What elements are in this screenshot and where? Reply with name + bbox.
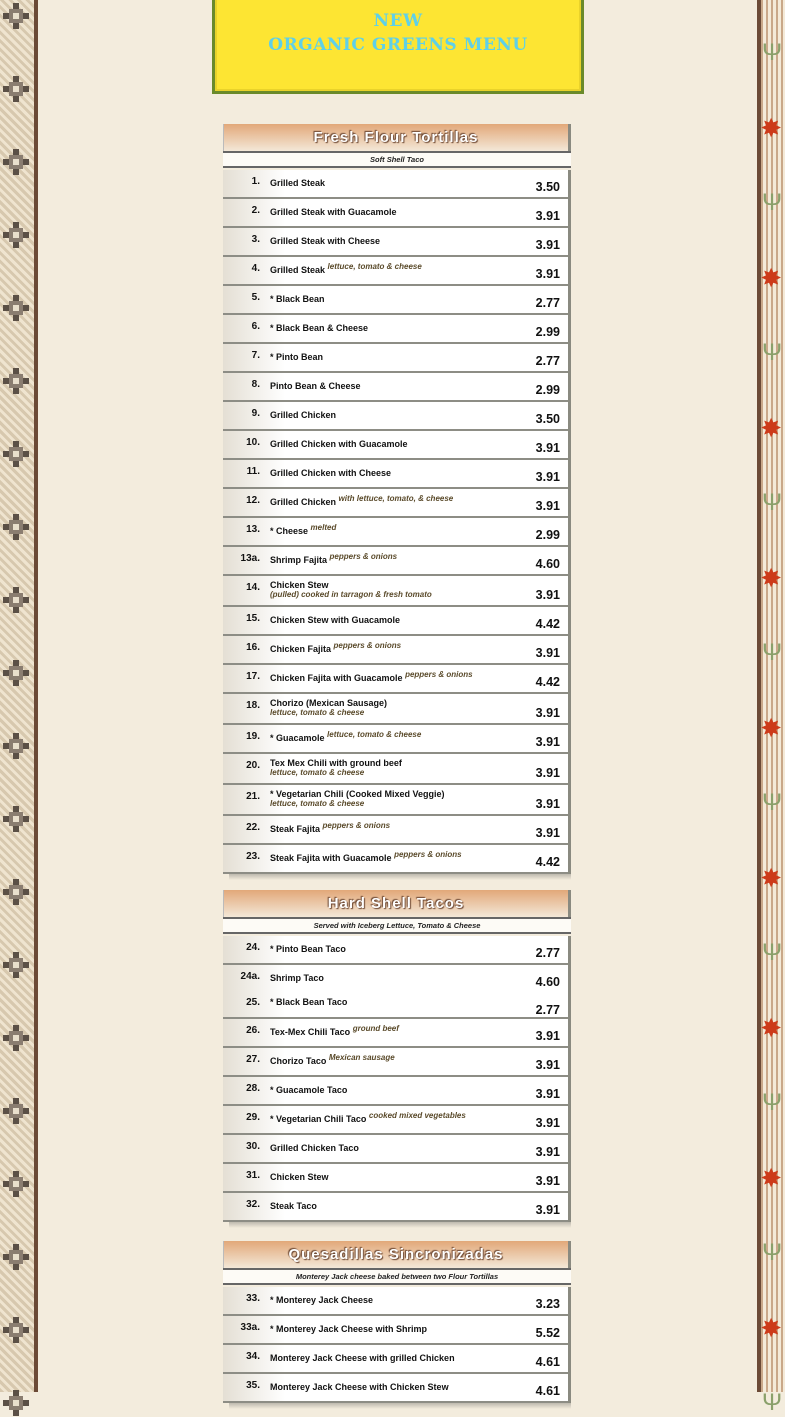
item-name <box>270 580 530 599</box>
menu-item-row[interactable] <box>223 694 568 725</box>
item-name <box>270 1111 530 1124</box>
menu-item-row[interactable] <box>223 754 568 785</box>
star-ornament-icon: ✸ <box>760 1163 782 1193</box>
aztec-ornament-icon <box>2 148 30 176</box>
item-name-text: Chicken Fajita <box>270 644 332 654</box>
menu-item-row[interactable] <box>223 1077 568 1106</box>
item-name <box>270 821 530 834</box>
item-name-text: Tex-Mex Chili Taco <box>270 1027 351 1037</box>
item-name-text: * Guacamole Taco <box>270 1085 348 1095</box>
item-note: melted <box>310 523 337 532</box>
item-number: 27. <box>246 1054 260 1065</box>
item-note: lettuce, tomato & cheese <box>270 768 365 777</box>
menu-item-row[interactable] <box>223 373 568 402</box>
cactus-ornament-icon: Ψ <box>761 489 782 516</box>
cactus-ornament-icon: Ψ <box>761 1089 782 1116</box>
menu-item-row[interactable] <box>223 518 568 547</box>
aztec-ornament-icon <box>2 659 30 687</box>
star-ornament-icon: ✸ <box>760 113 782 143</box>
item-name <box>270 758 530 777</box>
item-number: 19. <box>246 731 260 742</box>
menu-item-row[interactable] <box>223 286 568 315</box>
item-name-text: Monterey Jack Cheese with grilled Chicken <box>270 1353 455 1363</box>
item-number: 1. <box>251 176 260 187</box>
item-name <box>270 1382 530 1392</box>
item-number: 28. <box>246 1083 260 1094</box>
item-price: 2.77 <box>535 946 560 960</box>
menu-item-row[interactable] <box>223 816 568 845</box>
item-name-text: Shrimp Taco <box>270 973 324 983</box>
item-number: 2. <box>251 205 260 216</box>
item-name-text: * Pinto Bean <box>270 352 324 362</box>
item-number: 22. <box>246 822 260 833</box>
item-name <box>270 410 530 420</box>
cactus-ornament-icon: Ψ <box>761 939 782 966</box>
item-name <box>270 294 530 304</box>
item-price: 4.61 <box>535 1384 560 1398</box>
item-name <box>270 178 530 188</box>
aztec-ornament-icon <box>2 221 30 249</box>
item-price: 4.61 <box>535 1355 560 1369</box>
section-title: Fresh Flour Tortillas <box>223 124 571 151</box>
aztec-ornament-icon <box>2 1389 30 1417</box>
section-title: Hard Shell Tacos <box>223 890 571 917</box>
item-price: 2.77 <box>535 354 560 368</box>
item-price: 3.91 <box>535 1058 560 1072</box>
menu-item-list <box>223 1287 571 1403</box>
item-price: 3.91 <box>535 499 560 513</box>
item-name <box>270 552 530 565</box>
aztec-ornament-icon <box>2 1316 30 1344</box>
menu-item-list <box>223 170 571 874</box>
item-number: 6. <box>251 321 260 332</box>
item-name <box>270 670 530 683</box>
item-name <box>270 323 530 333</box>
item-price: 4.42 <box>535 855 560 869</box>
item-name-text: Steak Taco <box>270 1201 317 1211</box>
item-name <box>270 439 530 449</box>
menu-item-row[interactable] <box>223 402 568 431</box>
aztec-ornament-icon <box>2 732 30 760</box>
menu-item-row[interactable] <box>223 1106 568 1135</box>
item-number: 32. <box>246 1199 260 1210</box>
aztec-ornament-icon <box>2 367 30 395</box>
cactus-ornament-icon: Ψ <box>761 39 782 66</box>
item-name-text: * Monterey Jack Cheese with Shrimp <box>270 1324 428 1334</box>
cactus-ornament-icon: Ψ <box>761 189 782 216</box>
item-name-text: Monterey Jack Cheese with Chicken Stew <box>270 1382 449 1392</box>
menu-item-row[interactable] <box>223 547 568 576</box>
item-name-text: Grilled Steak <box>270 178 326 188</box>
menu-item-row[interactable] <box>223 1287 568 1316</box>
menu-item-row[interactable] <box>223 1374 568 1403</box>
item-name-text: Tex Mex Chili with ground beef <box>270 758 402 768</box>
menu-item-row[interactable] <box>223 845 568 874</box>
menu-item-list <box>223 936 571 1222</box>
item-name-text: Grilled Steak with Guacamole <box>270 207 397 217</box>
item-name <box>270 1085 530 1095</box>
item-number: 24. <box>246 942 260 953</box>
item-name <box>270 1143 530 1153</box>
cactus-ornament-icon: Ψ <box>761 1389 782 1416</box>
item-note: peppers & onions <box>394 850 462 859</box>
banner-line-new: NEW <box>373 11 423 31</box>
section-subtitle: Soft Shell Taco <box>223 151 571 168</box>
item-name-text: Grilled Chicken with Cheese <box>270 468 392 478</box>
item-name-text: * Guacamole <box>270 733 325 743</box>
promo-banner[interactable] <box>212 0 584 94</box>
menu-item-row[interactable] <box>223 1019 568 1048</box>
item-name <box>270 1201 530 1211</box>
item-number: 30. <box>246 1141 260 1152</box>
item-price: 2.99 <box>535 325 560 339</box>
menu-section <box>223 124 571 880</box>
item-number: 21. <box>246 791 260 802</box>
item-price: 2.77 <box>535 1003 560 1017</box>
item-number: 33. <box>246 1293 260 1304</box>
item-price: 3.91 <box>535 1116 560 1130</box>
item-price: 5.52 <box>535 1326 560 1340</box>
item-price: 3.91 <box>535 441 560 455</box>
aztec-ornament-icon <box>2 878 30 906</box>
item-price: 3.91 <box>535 1145 560 1159</box>
aztec-ornament-icon <box>2 586 30 614</box>
promo-banner-text <box>215 0 581 91</box>
item-number: 3. <box>251 234 260 245</box>
section-subtitle: Served with Iceberg Lettuce, Tomato & Cheese <box>223 917 571 934</box>
item-name <box>270 381 530 391</box>
menu-item-row[interactable] <box>223 665 568 694</box>
menu-item-row[interactable] <box>223 170 568 199</box>
item-note: ground beef <box>352 1024 399 1033</box>
star-ornament-icon: ✸ <box>760 863 782 893</box>
menu-item-row[interactable] <box>223 489 568 518</box>
item-number: 4. <box>251 263 260 274</box>
menu-section <box>223 890 571 1228</box>
item-name <box>270 1295 530 1305</box>
item-name-text: Chicken Stew <box>270 580 329 590</box>
item-name <box>270 641 530 654</box>
item-name <box>270 944 530 954</box>
menu-item-row[interactable] <box>223 1164 568 1193</box>
item-number: 35. <box>246 1380 260 1391</box>
cactus-ornament-icon: Ψ <box>761 339 782 366</box>
item-price: 3.23 <box>535 1297 560 1311</box>
item-price: 4.42 <box>535 675 560 689</box>
left-decorative-border <box>0 0 38 1392</box>
item-name <box>270 1172 530 1182</box>
star-ornament-icon: ✸ <box>760 1013 782 1043</box>
item-name-text: Chicken Stew with Guacamole <box>270 615 401 625</box>
menu-item-row[interactable] <box>223 936 568 965</box>
item-name-text: Steak Fajita <box>270 824 321 834</box>
item-number: 18. <box>246 700 260 711</box>
item-name-text: Grilled Chicken <box>270 410 337 420</box>
item-price: 3.91 <box>535 797 560 811</box>
menu-item-row[interactable] <box>223 636 568 665</box>
item-name <box>270 352 530 362</box>
aztec-ornament-icon <box>2 294 30 322</box>
menu-item-row[interactable] <box>223 431 568 460</box>
aztec-ornament-icon <box>2 1243 30 1271</box>
star-ornament-icon: ✸ <box>760 413 782 443</box>
item-name-text: Steak Fajita with Guacamole <box>270 853 392 863</box>
item-name-text: Chicken Fajita with Guacamole <box>270 673 403 683</box>
item-name-text: Chorizo (Mexican Sausage) <box>270 698 388 708</box>
item-price: 3.91 <box>535 588 560 602</box>
item-name-text: * Black Bean & Cheese <box>270 323 369 333</box>
item-number: 34. <box>246 1351 260 1362</box>
item-number: 13. <box>246 524 260 535</box>
item-note: peppers & onions <box>405 670 473 679</box>
item-price: 4.42 <box>535 617 560 631</box>
item-price: 3.91 <box>535 238 560 252</box>
menu-item-row[interactable] <box>223 1048 568 1077</box>
banner-line-menu: ORGANIC GREENS MENU <box>268 35 528 55</box>
item-note: peppers & onions <box>329 552 398 561</box>
item-price: 3.91 <box>535 470 560 484</box>
aztec-ornament-icon <box>2 1170 30 1198</box>
item-name-text: Grilled Steak <box>270 265 326 275</box>
item-name <box>270 850 530 863</box>
cactus-ornament-icon: Ψ <box>761 1239 782 1266</box>
item-price: 3.91 <box>535 735 560 749</box>
item-number: 24a. <box>240 971 260 982</box>
item-name-text: Grilled Steak with Cheese <box>270 236 381 246</box>
item-price: 3.91 <box>535 1087 560 1101</box>
item-price: 2.99 <box>535 383 560 397</box>
item-price: 3.91 <box>535 1203 560 1217</box>
item-price: 3.91 <box>535 1029 560 1043</box>
item-number: 31. <box>246 1170 260 1181</box>
item-number: 29. <box>246 1112 260 1123</box>
item-note: lettuce, tomato & cheese <box>327 262 422 271</box>
item-price: 3.91 <box>535 646 560 660</box>
item-name <box>270 494 530 507</box>
item-name <box>270 236 530 246</box>
menu-item-row[interactable] <box>223 785 568 816</box>
item-name <box>270 1324 530 1334</box>
item-note: Mexican sausage <box>328 1053 395 1062</box>
item-name-text: Shrimp Fajita <box>270 555 328 565</box>
section-shadow <box>229 1403 571 1409</box>
aztec-ornament-icon <box>2 1097 30 1125</box>
aztec-ornament-icon <box>2 1024 30 1052</box>
item-name-text: * Monterey Jack Cheese <box>270 1295 374 1305</box>
item-note: lettuce, tomato & cheese <box>327 730 422 739</box>
item-name <box>270 207 530 217</box>
item-number: 26. <box>246 1025 260 1036</box>
menu-item-row[interactable] <box>223 257 568 286</box>
menu-item-row[interactable] <box>223 1316 568 1345</box>
item-number: 33a. <box>240 1322 260 1333</box>
item-number: 15. <box>246 613 260 624</box>
menu-item-row[interactable] <box>223 460 568 489</box>
item-price: 3.50 <box>535 180 560 194</box>
item-name <box>270 1053 530 1066</box>
menu-item-row[interactable] <box>223 607 568 636</box>
item-name <box>270 698 530 717</box>
menu-item-row[interactable] <box>223 228 568 257</box>
menu-item-row[interactable] <box>223 344 568 373</box>
item-price: 2.77 <box>535 296 560 310</box>
item-name <box>270 523 530 536</box>
item-number: 23. <box>246 851 260 862</box>
item-number: 5. <box>251 292 260 303</box>
item-note: with lettuce, tomato, & cheese <box>338 494 454 503</box>
menu-item-row[interactable] <box>223 1135 568 1164</box>
section-shadow <box>229 874 571 880</box>
section-subtitle: Monterey Jack cheese baked between two Flour Tortillas <box>223 1268 571 1285</box>
item-number: 11. <box>246 466 260 477</box>
aztec-ornament-icon <box>2 2 30 30</box>
right-decorative-border <box>757 0 785 1416</box>
item-name: * Black Bean Taco <box>270 997 348 1007</box>
item-name-text: * Vegetarian Chili (Cooked Mixed Veggie) <box>270 789 445 799</box>
item-note: peppers & onions <box>322 821 391 830</box>
menu-section <box>223 1241 571 1409</box>
item-name <box>270 973 530 983</box>
item-name-text: * Cheese <box>270 526 309 536</box>
item-name <box>270 730 530 743</box>
aztec-ornament-icon <box>2 805 30 833</box>
item-name-text: Grilled Chicken <box>270 497 337 507</box>
menu-item-row[interactable] <box>223 725 568 754</box>
item-price: 4.60 <box>535 975 560 989</box>
item-name-text: * Vegetarian Chili Taco <box>270 1114 367 1124</box>
item-price: 3.91 <box>535 706 560 720</box>
item-number: 7. <box>251 350 260 361</box>
item-number: 14. <box>246 582 260 593</box>
aztec-ornament-icon <box>2 440 30 468</box>
aztec-ornament-icon <box>2 513 30 541</box>
item-price: 3.91 <box>535 826 560 840</box>
item-name-text: Chorizo Taco <box>270 1056 327 1066</box>
item-number: 17. <box>246 671 260 682</box>
menu-item-row[interactable] <box>223 965 568 1019</box>
section-title: Quesadillas Sincronizadas <box>223 1241 571 1268</box>
menu-item-row[interactable] <box>223 576 568 607</box>
item-note: (pulled) cooked in tarragon & fresh tomato <box>270 590 432 599</box>
menu-item-row[interactable] <box>223 1345 568 1374</box>
cactus-ornament-icon: Ψ <box>761 789 782 816</box>
item-price: 4.60 <box>535 557 560 571</box>
item-name-text: Grilled Chicken Taco <box>270 1143 359 1153</box>
item-name-text: Pinto Bean & Cheese <box>270 381 361 391</box>
item-price: 3.91 <box>535 1174 560 1188</box>
aztec-ornament-icon <box>2 951 30 979</box>
item-name <box>270 615 530 625</box>
item-price: 3.91 <box>535 209 560 223</box>
star-ornament-icon: ✸ <box>760 1313 782 1343</box>
item-number: 8. <box>251 379 260 390</box>
item-number: 20. <box>246 760 260 771</box>
item-number: 9. <box>251 408 260 419</box>
item-name <box>270 468 530 478</box>
item-name <box>270 262 530 275</box>
item-name-text: * Black Bean <box>270 294 325 304</box>
item-name <box>270 789 530 808</box>
star-ornament-icon: ✸ <box>760 263 782 293</box>
item-name-text: Chicken Stew <box>270 1172 329 1182</box>
item-note: cooked mixed vegetables <box>368 1111 466 1120</box>
item-price: 2.99 <box>535 528 560 542</box>
item-price: 3.91 <box>535 766 560 780</box>
menu-item-row[interactable] <box>223 199 568 228</box>
item-number: 25. <box>246 997 260 1008</box>
item-note: lettuce, tomato & cheese <box>270 708 365 717</box>
item-price: 3.50 <box>535 412 560 426</box>
item-name-text: Grilled Chicken with Guacamole <box>270 439 408 449</box>
item-number: 10. <box>246 437 260 448</box>
section-shadow <box>229 1222 571 1228</box>
menu-item-row[interactable] <box>223 315 568 344</box>
cactus-ornament-icon: Ψ <box>761 639 782 666</box>
item-note: peppers & onions <box>333 641 402 650</box>
item-name-text: * Pinto Bean Taco <box>270 944 346 954</box>
item-number: 12. <box>246 495 260 506</box>
item-name <box>270 1024 530 1037</box>
item-number: 16. <box>246 642 260 653</box>
star-ornament-icon: ✸ <box>760 563 782 593</box>
item-price: 3.91 <box>535 267 560 281</box>
aztec-ornament-icon <box>2 75 30 103</box>
item-note: lettuce, tomato & cheese <box>270 799 365 808</box>
menu-item-row[interactable] <box>223 1193 568 1222</box>
item-number: 13a. <box>240 553 260 564</box>
item-name <box>270 1353 530 1363</box>
star-ornament-icon: ✸ <box>760 713 782 743</box>
